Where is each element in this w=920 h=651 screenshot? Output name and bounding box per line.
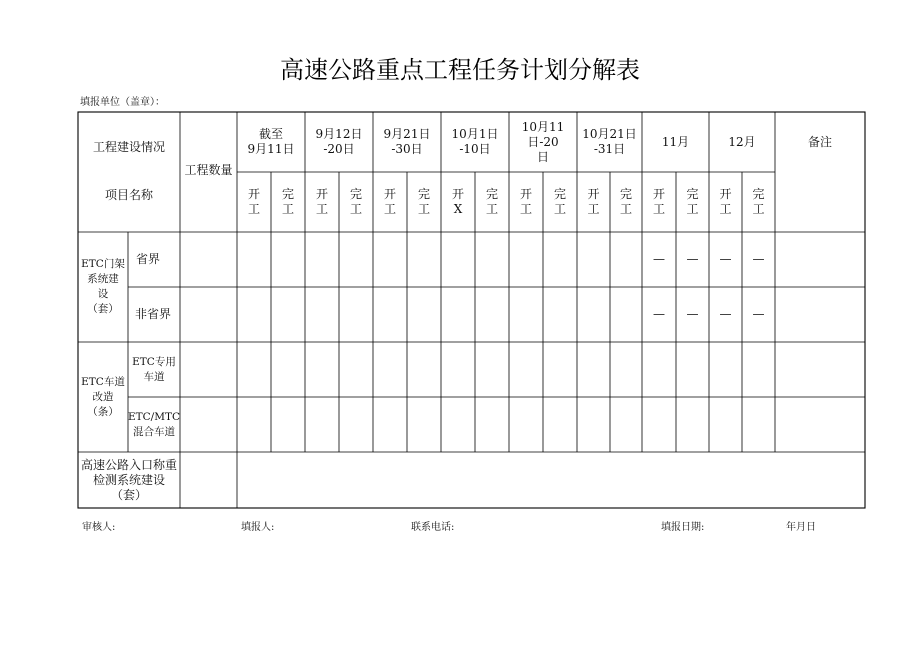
header-item-name: 项目名称: [104, 187, 153, 202]
subheader-start: 开 工: [383, 187, 396, 216]
period-header: 10月1日 -10日: [451, 127, 499, 156]
phone-label: 联系电话:: [411, 522, 455, 533]
page-title: 高速公路重点工程任务计划分解表: [280, 56, 640, 84]
subheader-complete: 完 工: [619, 187, 632, 216]
subheader-complete: 完 工: [349, 187, 362, 216]
unit-label: 填报单位（盖章）：: [80, 97, 165, 108]
period-header: 9月12日 -20日: [315, 127, 363, 156]
period-header: 10月21日 -31日: [582, 127, 637, 156]
row-label-etc-dedicated: ETC专用 车道: [132, 355, 176, 383]
row-group-etc-gantry: ETC门架 系统建 设 （套）: [81, 258, 125, 315]
subheader-start: 开 工: [519, 187, 532, 216]
period-header: 截至 9月11日: [247, 127, 295, 156]
row-label-non-provincial: 非省界: [134, 307, 171, 321]
header-situation: 工程建设情况: [92, 139, 165, 154]
period-header: 10月11日-20 日: [521, 119, 565, 164]
row-label-weigh-station: 高速公路入口称重 检测系统建设 （套）: [80, 457, 177, 502]
row-group-etc-lane: ETC车道 改造 （条）: [81, 375, 125, 418]
subheader-start: 开 工: [247, 187, 260, 216]
header-remark: 备注: [807, 134, 832, 149]
dash-cell: —: [653, 252, 665, 266]
subheader-start: 开 工: [652, 187, 665, 216]
dash-cell: —: [752, 307, 765, 321]
subheader-complete: 完 工: [485, 187, 498, 216]
period-header: 12月: [728, 134, 756, 149]
row-label-provincial: 省界: [135, 252, 160, 266]
subheader-start: 开 X: [451, 187, 464, 216]
subheader-complete: 完 工: [417, 187, 430, 216]
ymd-label: 年月日: [786, 522, 816, 533]
date-label: 填报日期:: [661, 522, 705, 533]
period-header: 11月: [661, 134, 690, 149]
dash-cell: —: [653, 307, 665, 321]
filler-label: 填报人:: [241, 522, 275, 533]
reviewer-label: 审核人:: [82, 522, 116, 533]
subheader-complete: 完 工: [686, 187, 699, 216]
period-header: 9月21日 -30日: [383, 127, 431, 156]
subheader-complete: 完 工: [752, 187, 765, 216]
dash-cell: —: [686, 307, 699, 321]
subheader-complete: 完 工: [281, 187, 294, 216]
header-quantity: 工程数量: [184, 162, 233, 177]
dash-cell: —: [752, 252, 765, 266]
row-label-etc-mtc: ETC/MTC 混合车道: [127, 410, 181, 438]
subheader-complete: 完 工: [553, 187, 566, 216]
dash-cell: —: [719, 252, 732, 266]
dash-cell: —: [719, 307, 732, 321]
dash-cell: —: [686, 252, 699, 266]
subheader-start: 开 工: [315, 187, 328, 216]
subheader-start: 开 工: [587, 187, 600, 216]
subheader-start: 开 工: [719, 187, 732, 216]
